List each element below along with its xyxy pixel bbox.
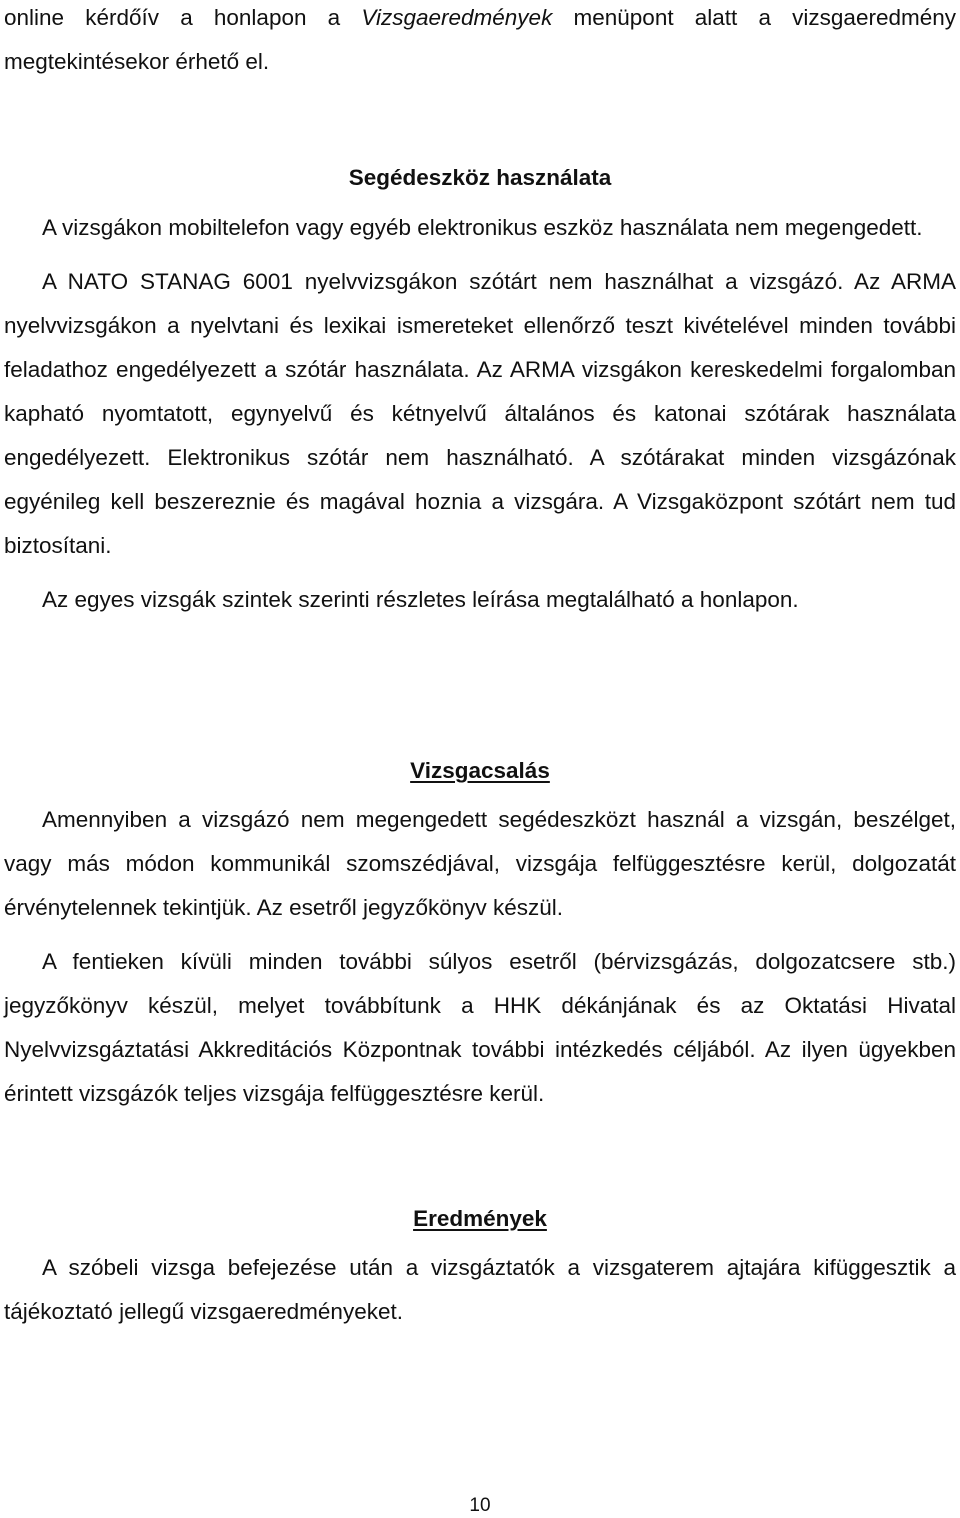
vizsgacsalas-paragraph-1: Amennyiben a vizsgázó nem megengedett segédeszközt használ a vizsgán, beszélget, vagy más módon kommunikál szomszédjával, vizsgája felfüggesztésre kerül, dolgozatát érvénytelennek tekintjük. Az esetről jegyzőkönyv készül. xyxy=(4,807,956,920)
section-eredmenyek xyxy=(4,1246,956,1334)
intro-menu-name: Vizsgaeredmények xyxy=(361,5,553,30)
segedeszkoz-paragraph-2: A NATO STANAG 6001 nyelvvizsgákon szótárt nem használhat a vizsgázó. Az ARMA nyelvvizsgákon a nyelvtani és lexikai ismereteket ellenőrző teszt kivételével minden további feladathoz engedélyezett a szótár használata. Az ARMA vizsgákon kereskedelmi forgalomban kapható nyomtatott, egynyelvű és kétnyelvű általános és katonai szótárak használata engedélyezett. Elektronikus szótár nem használható. A szótárakat minden vizsgázónak egyénileg kell beszereznie és magával hoznia a vizsgára. A Vizsgaközpont szótárt nem tud biztosítani. xyxy=(4,269,956,558)
heading-segedeszkoz: Segédeszköz használata xyxy=(348,165,612,190)
intro-text-before: online kérdőív a honlapon a xyxy=(4,5,362,30)
segedeszkoz-paragraph-1: A vizsgákon mobiltelefon vagy egyéb elektronikus eszköz használata nem megengedett. xyxy=(42,215,923,240)
document-page xyxy=(4,0,956,1517)
section-vizsgacsalas xyxy=(4,798,956,1116)
intro-text-after: menüpont alatt a vizsgaeredmény megtekintésekor érhető el. xyxy=(4,5,956,74)
segedeszkoz-paragraph-3: Az egyes vizsgák szintek szerinti részletes leírása megtalálható a honlapon. xyxy=(42,587,799,612)
page-number: 10 xyxy=(469,1495,491,1516)
heading-vizsgacsalas xyxy=(4,756,956,786)
heading-vizsgacsalas-text: Vizsgacsalás xyxy=(410,758,550,783)
heading-eredmenyek-text: Eredmények xyxy=(413,1206,547,1231)
eredmenyek-paragraph-1: A szóbeli vizsga befejezése után a vizsgáztatók a vizsgaterem ajtajára kifüggesztik a tájékoztató jellegű vizsgaeredményeket. xyxy=(4,1255,956,1324)
heading-eredmenyek xyxy=(4,1204,956,1234)
vizsgacsalas-paragraph-2: A fentieken kívüli minden további súlyos esetről (bérvizsgázás, dolgozatcsere stb.) jegyzőkönyv készül, melyet továbbítunk a HHK dékánjának és az Oktatási Hivatal Nyelvvizsgáztatási Akkreditációs Központnak további intézkedés céljából. Az ilyen ügyekben érintett vizsgázók teljes vizsgája felfüggesztésre kerül. xyxy=(4,949,956,1106)
intro-paragraph xyxy=(4,0,956,84)
section-segedeszkoz xyxy=(4,206,956,622)
